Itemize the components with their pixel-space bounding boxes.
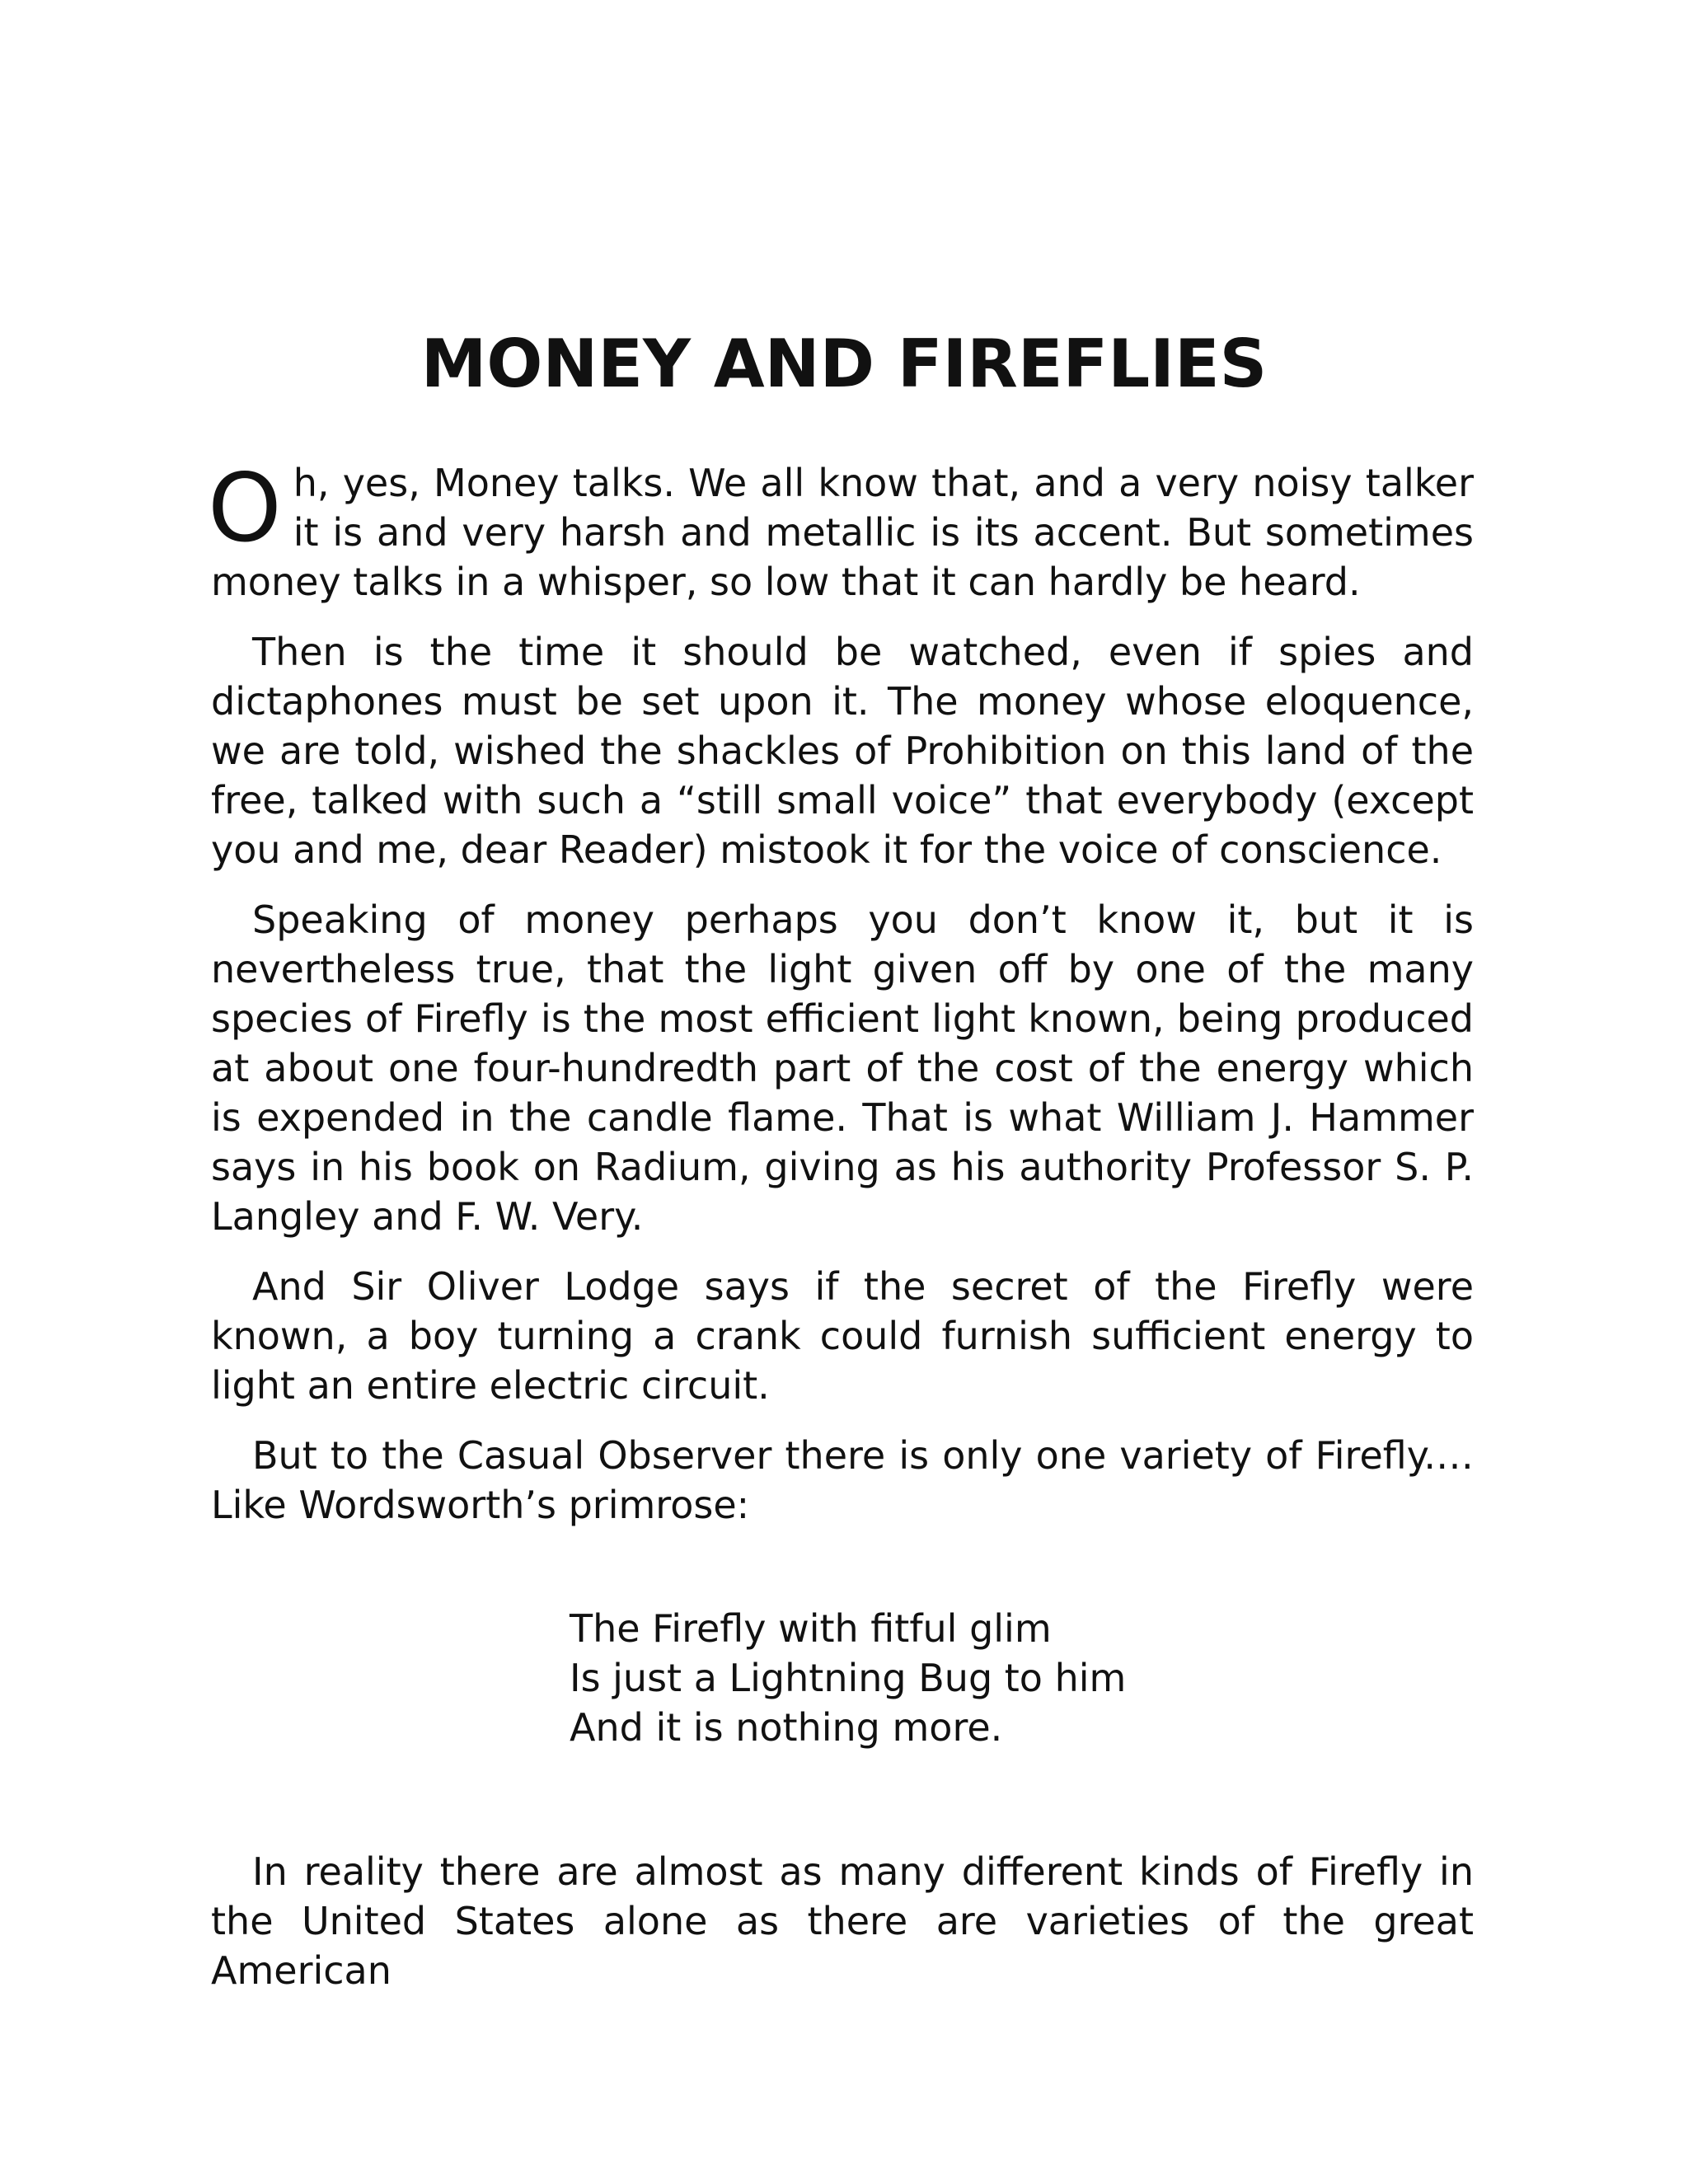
paragraph-1-text: h, yes, Money talks. We all know that, and a very noisy talker it is and very harsh and metallic is its accent. But sometimes money talks in a whisper, so low that it can hardly be heard. <box>211 461 1474 604</box>
drop-cap: O <box>208 453 282 563</box>
body-text <box>208 453 1474 2016</box>
verse-line: The Firefly with fitful glim <box>570 1606 1052 1651</box>
paragraph-3: Speaking of money perhaps you don’t know it, but it is nevertheless true, that the light given off by one of the many species of Firefly is the most efficient light known, being produced at about one four-hundredth part of the cost of the energy which is expended in the candle flame. That is what William J. Hammer says in his book on Radium, giving as his authority Professor S. P. Langley and F. W. Very. <box>211 898 1474 1239</box>
verse-line: And it is nothing more. <box>570 1705 1003 1750</box>
paragraph-6: In reality there are almost as many different kinds of Firefly in the United States alone as there are varieties of the great American <box>211 1849 1474 1993</box>
paragraph-2: Then is the time it should be watched, even if spies and dictaphones must be set upon it. The money whose eloquence, we are told, wished the shackles of Prohibition on this land of the free, talked with such a “still small voice” that everybody (except you and me, dear Reader) mistook it for the voice of conscience. <box>211 630 1474 872</box>
verse-line: Is just a Lightning Bug to him <box>570 1656 1127 1700</box>
paragraph-4: And Sir Oliver Lodge says if the secret of the Firefly were known, a boy turning a crank could furnish sufficient energy to light an entire electric circuit. <box>211 1264 1474 1408</box>
paragraph-5: But to the Casual Observer there is only one variety of Firefly.… Like Wordsworth’s primrose: <box>211 1433 1474 1527</box>
chapter-title: MONEY AND FIREFLIES <box>420 326 1268 402</box>
paragraph-1 <box>208 453 1474 607</box>
verse-quote <box>570 1604 1474 1752</box>
